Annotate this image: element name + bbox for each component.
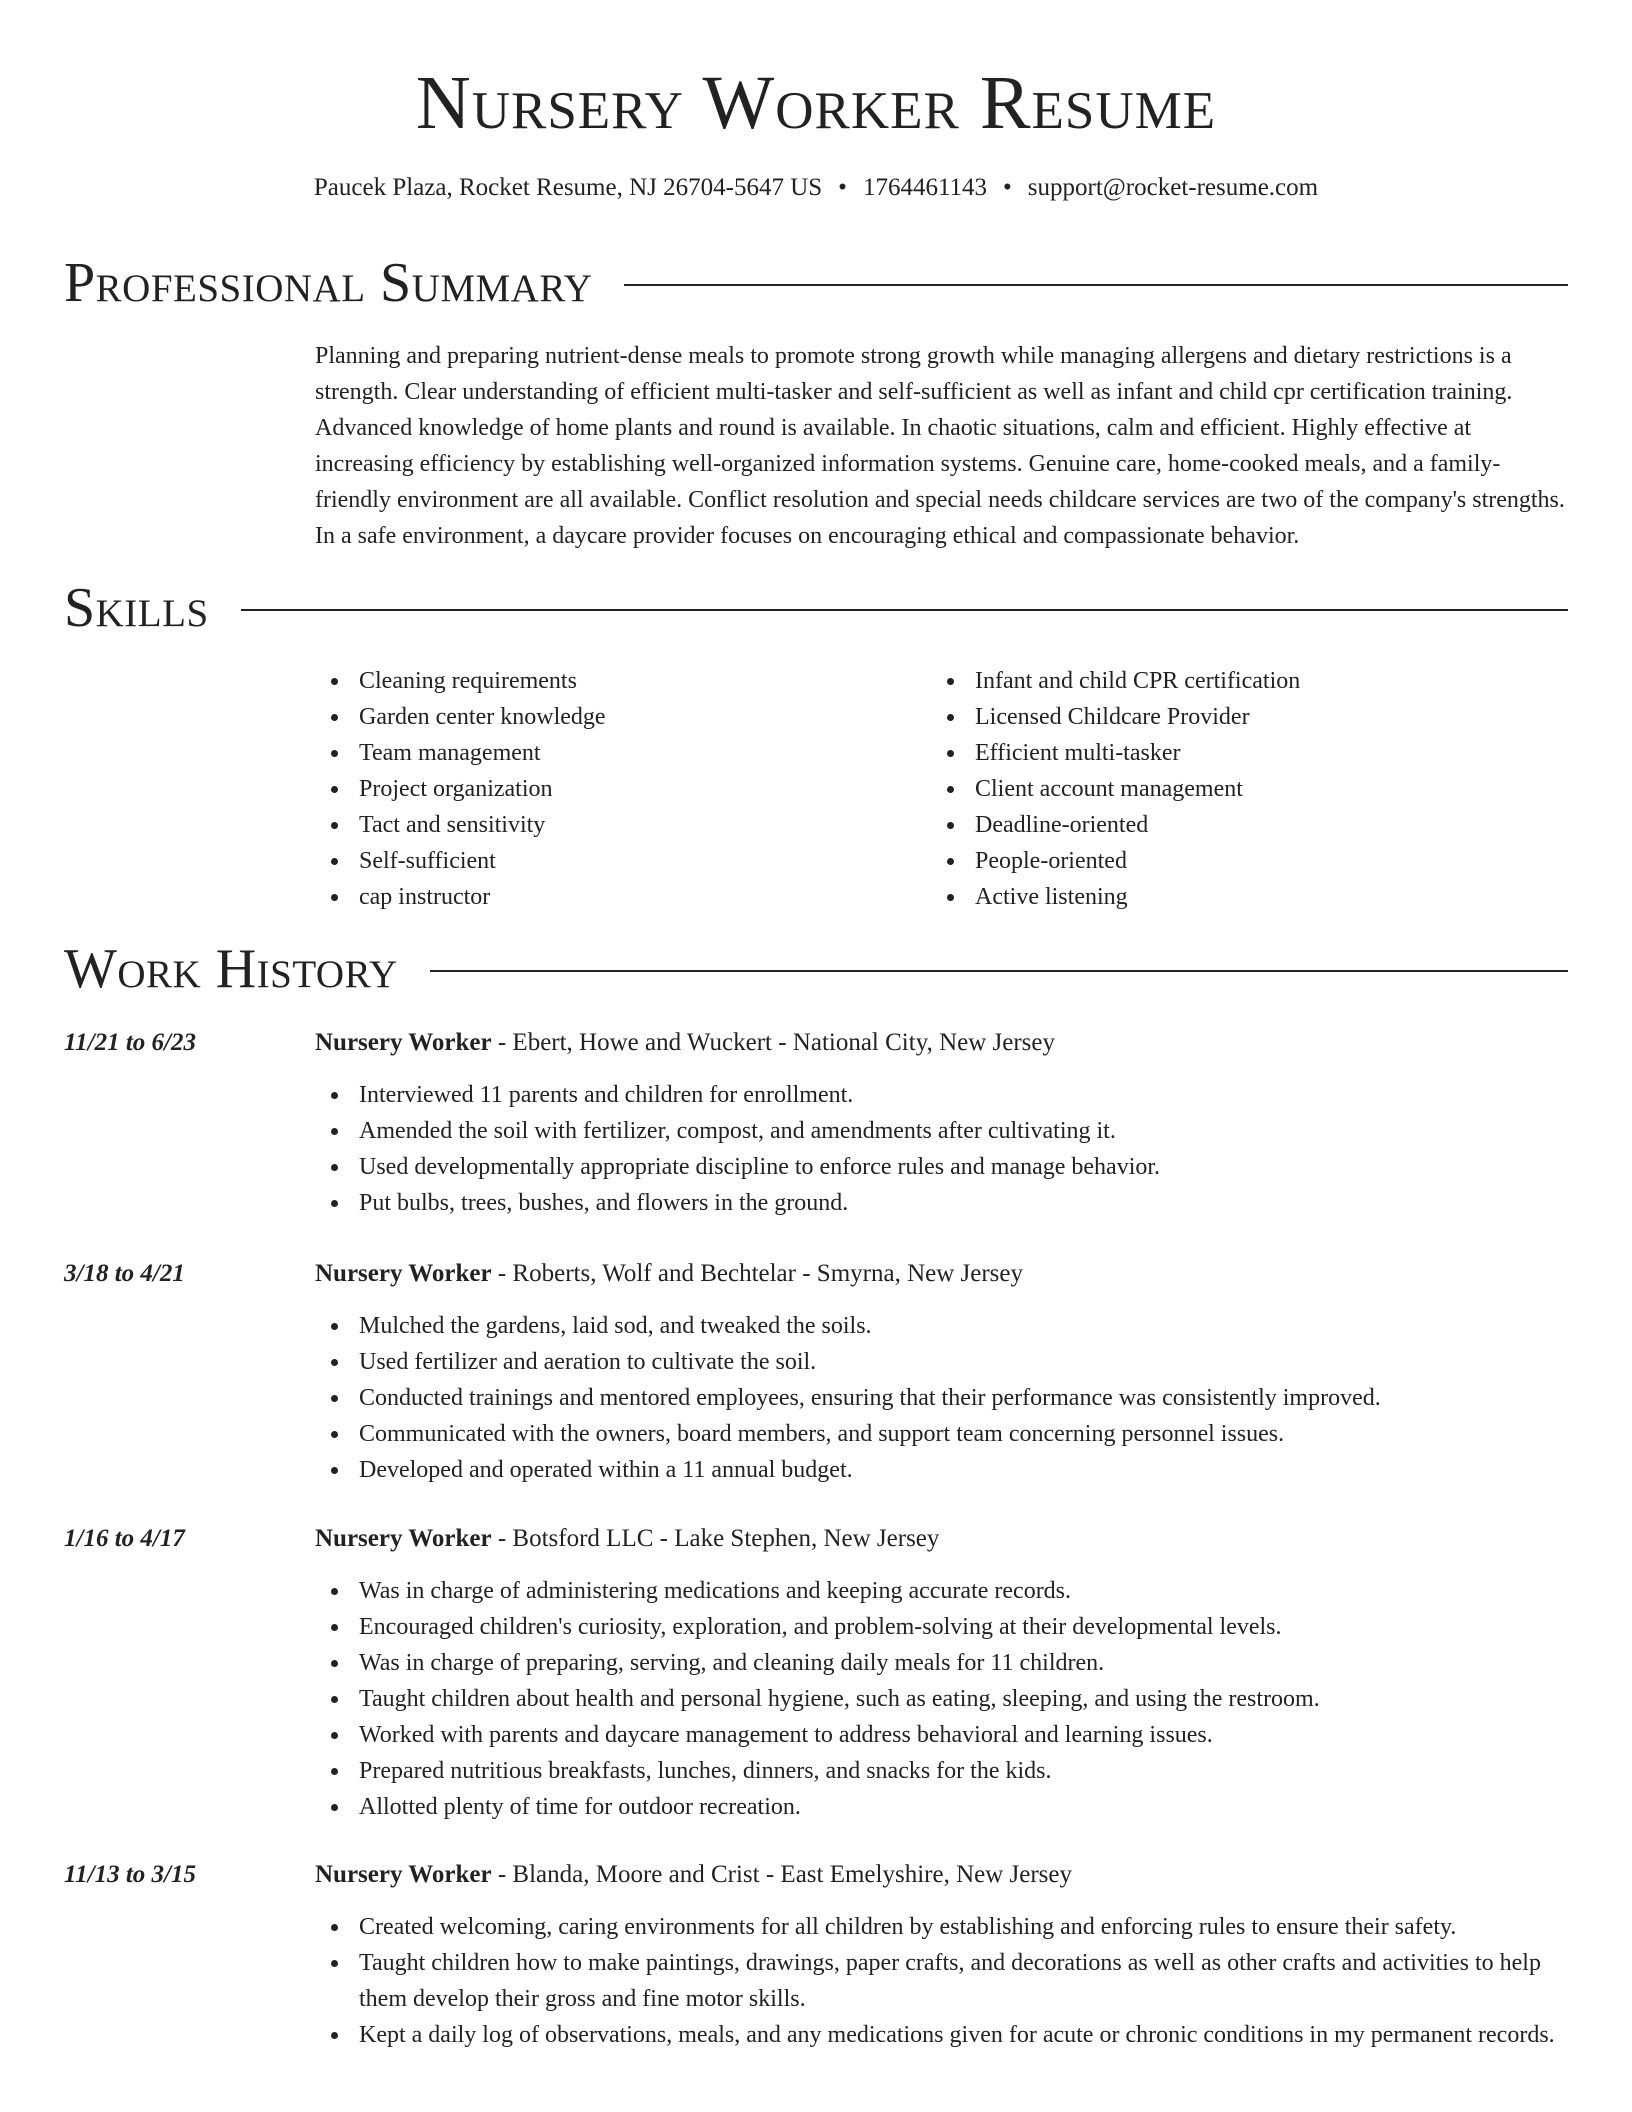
contact-separator: •: [838, 174, 847, 201]
section-divider: [241, 609, 1568, 611]
job-bullet: Taught children how to make paintings, drawings, paper crafts, and decorations as well as other crafts and activities to help them develop their gross and fine motor skills.: [315, 1945, 1571, 2017]
job-role: Nursery Worker: [315, 1260, 492, 1287]
contact-phone: 1764461143: [862, 174, 988, 201]
job-role: Nursery Worker: [315, 1861, 492, 1888]
job-header: [315, 1025, 1055, 1061]
job-employer-location: - Roberts, Wolf and Bechtelar - Smyrna, New Jersey: [491, 1260, 1024, 1287]
skill-item: Tact and sensitivity: [315, 807, 915, 843]
job-bullet: Interviewed 11 parents and children for enrollment.: [315, 1077, 1571, 1113]
job-employer-location: - Blanda, Moore and Crist - East Emelyshire, New Jersey: [491, 1861, 1073, 1888]
job-employer-location: - Botsford LLC - Lake Stephen, New Jersey: [491, 1525, 940, 1552]
job-bullet: Prepared nutritious breakfasts, lunches, dinners, and snacks for the kids.: [315, 1753, 1571, 1789]
job-bullet: Was in charge of preparing, serving, and cleaning daily meals for 11 children.: [315, 1645, 1571, 1681]
skill-item: People-oriented: [931, 843, 1571, 879]
job-header: [315, 1256, 1023, 1292]
job-employer-location: - Ebert, Howe and Wuckert - National City, New Jersey: [491, 1029, 1055, 1056]
job-header: [315, 1857, 1072, 1893]
skills-section-header: [64, 578, 1568, 638]
job-bullet: Kept a daily log of observations, meals, and any medications given for acute or chronic conditions in my permanent records.: [315, 2017, 1571, 2053]
skill-item: Licensed Childcare Provider: [931, 699, 1571, 735]
job-bullets: [315, 1308, 1571, 1488]
job-bullet: Put bulbs, trees, bushes, and flowers in the ground.: [315, 1185, 1571, 1221]
job-dates: 11/13 to 3/15: [64, 1861, 196, 1888]
contact-line: [0, 172, 1632, 204]
job-dates: 1/16 to 4/17: [64, 1525, 185, 1552]
job-role: Nursery Worker: [315, 1029, 492, 1056]
skills-list-left: [315, 663, 915, 915]
job-bullet: Amended the soil with fertilizer, compost, and amendments after cultivating it.: [315, 1113, 1571, 1149]
section-divider: [430, 970, 1568, 972]
skills-list-right: [931, 663, 1571, 915]
job-bullet: Used developmentally appropriate discipline to enforce rules and manage behavior.: [315, 1149, 1571, 1185]
job-bullets: [315, 1077, 1571, 1221]
skill-item: Client account management: [931, 771, 1571, 807]
work-history-heading: Work History: [64, 938, 398, 1000]
summary-heading: Professional Summary: [64, 252, 593, 314]
job-bullet: Taught children about health and personal hygiene, such as eating, sleeping, and using the restroom.: [315, 1681, 1571, 1717]
skill-item: Active listening: [931, 879, 1571, 915]
skills-heading: Skills: [64, 577, 209, 639]
skill-item: Efficient multi-tasker: [931, 735, 1571, 771]
job-bullet: Conducted trainings and mentored employees, ensuring that their performance was consistently improved.: [315, 1380, 1571, 1416]
skill-item: cap instructor: [315, 879, 915, 915]
contact-email: support@rocket-resume.com: [1027, 174, 1319, 201]
job-bullet: Mulched the gardens, laid sod, and tweaked the soils.: [315, 1308, 1571, 1344]
job-bullet: Developed and operated within a 11 annual budget.: [315, 1452, 1571, 1488]
job-header: [315, 1521, 939, 1557]
skill-item: Deadline-oriented: [931, 807, 1571, 843]
skill-item: Garden center knowledge: [315, 699, 915, 735]
skill-item: Self-sufficient: [315, 843, 915, 879]
job-bullet: Was in charge of administering medications and keeping accurate records.: [315, 1573, 1571, 1609]
work-history-section-header: [64, 939, 1568, 999]
job-dates: 11/21 to 6/23: [64, 1029, 196, 1056]
contact-address: Paucek Plaza, Rocket Resume, NJ 26704-5647 US: [313, 174, 823, 201]
job-bullet: Created welcoming, caring environments for all children by establishing and enforcing rules to ensure their safety.: [315, 1909, 1571, 1945]
job-bullet: Allotted plenty of time for outdoor recreation.: [315, 1789, 1571, 1825]
job-dates: 3/18 to 4/21: [64, 1260, 185, 1287]
skill-item: Project organization: [315, 771, 915, 807]
skill-item: Infant and child CPR certification: [931, 663, 1571, 699]
summary-text: Planning and preparing nutrient-dense meals to promote strong growth while managing allergens and dietary restrictions is a strength. Clear understanding of efficient multi-tasker and self-sufficient as well as infant and child cpr certification training. Advanced knowledge of home plants and round is available. In chaotic situations, calm and efficient. Highly effective at increasing efficiency by establishing well-organized information systems. Genuine care, home-cooked meals, and a family-friendly environment are all available. Conflict resolution and special needs childcare services are two of the company's strengths. In a safe environment, a daycare provider focuses on encouraging ethical and compassionate behavior.: [315, 343, 1565, 549]
job-role: Nursery Worker: [315, 1525, 492, 1552]
job-bullets: [315, 1573, 1571, 1825]
job-bullets: [315, 1909, 1571, 2053]
job-bullet: Encouraged children's curiosity, exploration, and problem-solving at their developmental levels.: [315, 1609, 1571, 1645]
job-bullet: Worked with parents and daycare management to address behavioral and learning issues.: [315, 1717, 1571, 1753]
skill-item: Cleaning requirements: [315, 663, 915, 699]
resume-title: Nursery Worker Resume: [415, 61, 1217, 145]
job-bullet: Used fertilizer and aeration to cultivate the soil.: [315, 1344, 1571, 1380]
section-divider: [624, 284, 1568, 286]
contact-separator: •: [1003, 174, 1012, 201]
summary-section-header: [64, 253, 1568, 313]
skill-item: Team management: [315, 735, 915, 771]
job-bullet: Communicated with the owners, board members, and support team concerning personnel issues.: [315, 1416, 1571, 1452]
